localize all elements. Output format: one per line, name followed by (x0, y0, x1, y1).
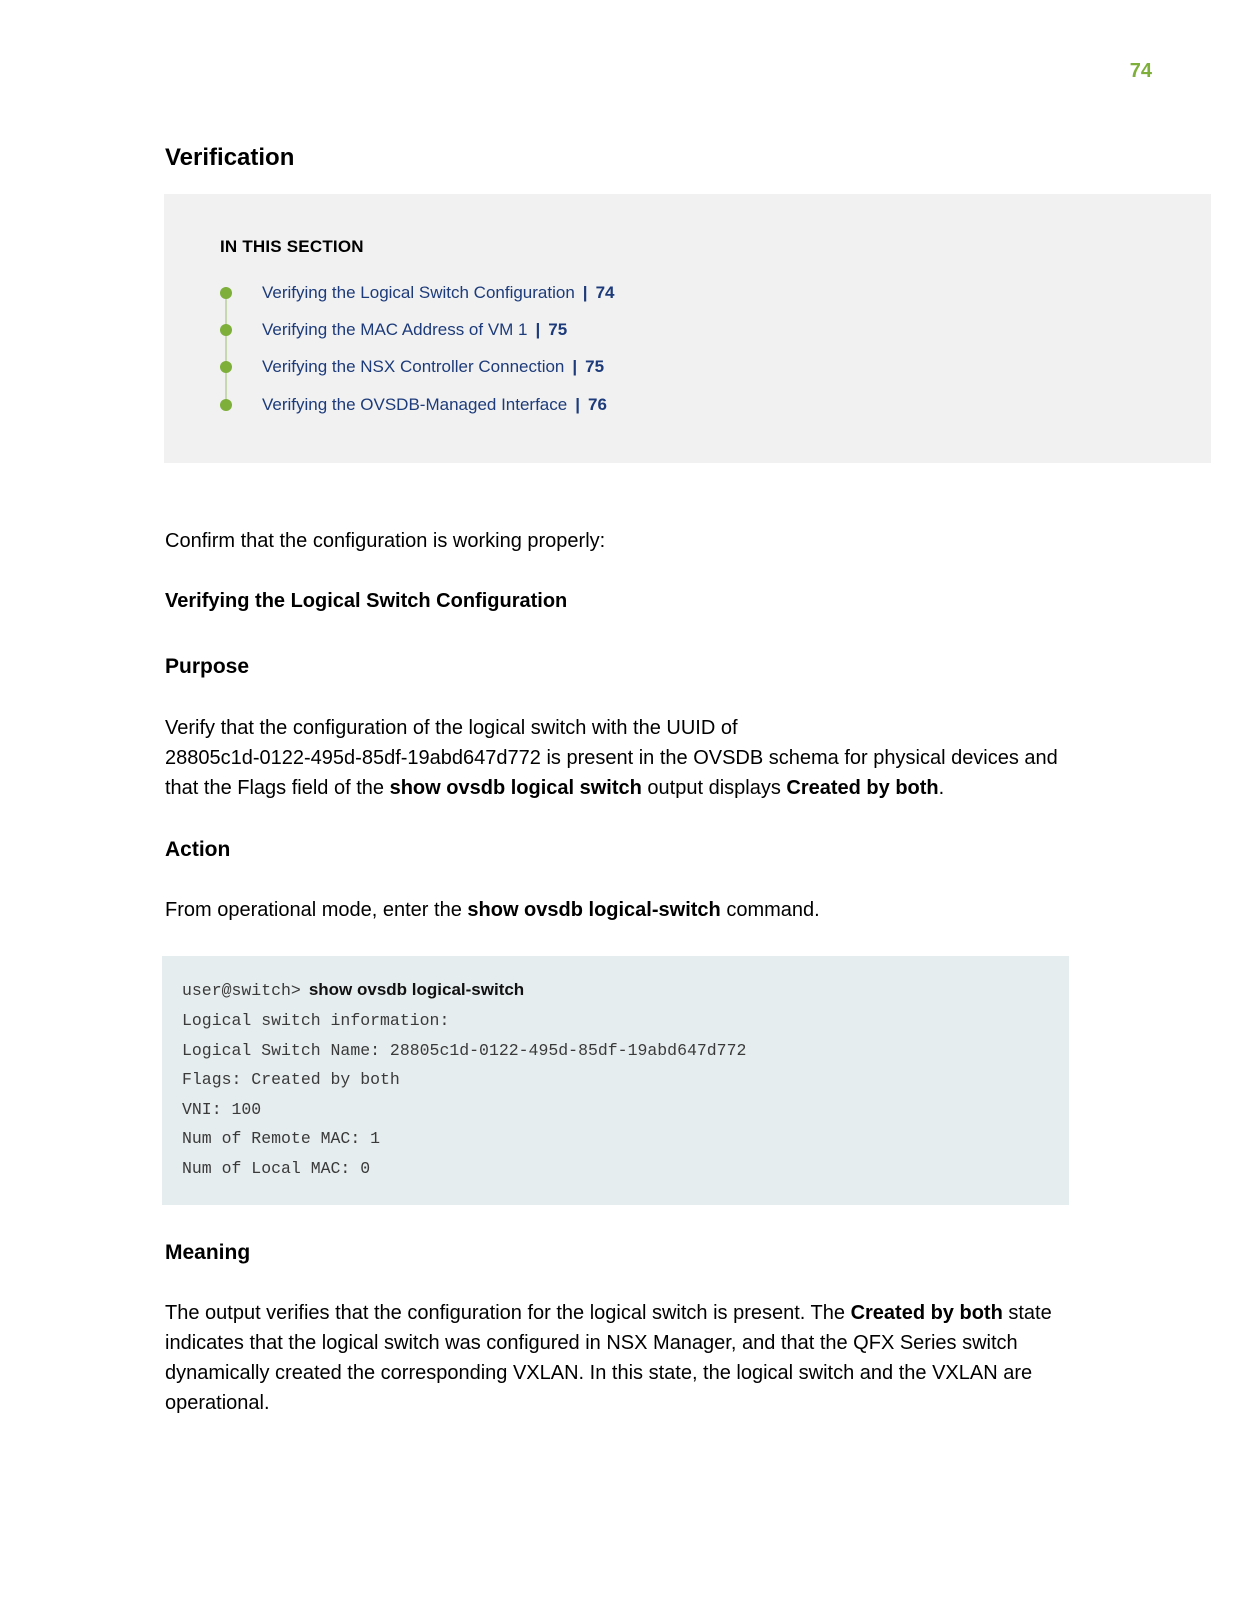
bullet-dot-icon (220, 399, 232, 411)
meaning-line (165, 1298, 1065, 1328)
purpose-heading: Purpose (165, 655, 250, 678)
command-name: show ovsdb logical switch (389, 777, 642, 799)
code-prompt-line (182, 980, 524, 1000)
toc-separator: | (535, 320, 541, 339)
toc-link-ovsdb-interface[interactable] (220, 393, 607, 417)
section-title: Verification (165, 144, 295, 171)
bullet-dot-icon (220, 361, 232, 373)
toc-page-ref: 76 (588, 395, 607, 414)
toc-separator: | (582, 283, 588, 302)
meaning-text: The output verifies that the configuration for the logical switch is present. The (165, 1302, 851, 1324)
code-block (162, 956, 1069, 1205)
code-output-line: Num of Local MAC: 0 (182, 1159, 371, 1178)
meaning-line: operational. (165, 1392, 270, 1414)
action-heading: Action (165, 838, 231, 861)
toc-link-label: Verifying the Logical Switch Configuration (262, 283, 575, 302)
subsection-title: Verifying the Logical Switch Configuration (165, 590, 568, 612)
purpose-text: that the Flags field of the (165, 777, 390, 799)
purpose-line: 28805c1d-0122-495d-85df-19abd647d772 is present in the OVSDB schema for physical devices and (165, 747, 1058, 769)
toc-separator: | (572, 357, 578, 376)
toc-separator: | (575, 395, 580, 414)
meaning-text: state (1002, 1302, 1052, 1324)
page-number: 74 (1129, 60, 1152, 82)
code-output-line: VNI: 100 (182, 1100, 262, 1119)
meaning-paragraph (165, 1298, 1065, 1418)
meaning-heading: Meaning (165, 1241, 251, 1264)
action-text-part: command. (720, 899, 820, 921)
shell-prompt: user@switch> (182, 981, 301, 1000)
toc-link-label: Verifying the NSX Controller Connection (262, 357, 565, 376)
flag-value: Created by both (786, 777, 939, 799)
purpose-line: Verify that the configuration of the logical switch with the UUID of (165, 717, 738, 739)
toc-heading: IN THIS SECTION (220, 237, 364, 256)
toc-link-label: Verifying the OVSDB-Managed Interface (262, 395, 568, 414)
action-text-part: From operational mode, enter the (165, 899, 468, 921)
intro-text: Confirm that the configuration is working properly: (165, 530, 606, 552)
purpose-line (165, 773, 1065, 803)
meaning-line: dynamically created the corresponding VXLAN. In this state, the logical switch and the VXLAN are (165, 1362, 1033, 1384)
toc-page-ref: 75 (548, 320, 568, 339)
in-this-section-box (164, 194, 1211, 463)
shell-command: show ovsdb logical-switch (308, 980, 525, 999)
bullet-dot-icon (220, 324, 232, 336)
meaning-line: indicates that the logical switch was configured in NSX Manager, and that the QFX Series switch (165, 1332, 1018, 1354)
code-output-line: Logical switch information: (182, 1011, 450, 1030)
toc-link-mac-address[interactable] (220, 318, 567, 342)
action-text (165, 895, 1065, 925)
purpose-text: . (938, 777, 945, 799)
command-name: show ovsdb logical-switch (467, 899, 721, 921)
code-output-line: Flags: Created by both (182, 1070, 400, 1089)
bullet-dot-icon (220, 287, 232, 299)
code-output-line: Logical Switch Name: 28805c1d-0122-495d-85df-19abd647d772 (182, 1041, 747, 1060)
toc-page-ref: 75 (585, 357, 605, 376)
code-output-line: Num of Remote MAC: 1 (182, 1129, 381, 1148)
purpose-text: output displays (641, 777, 787, 799)
toc-link-label: Verifying the MAC Address of VM 1 (262, 320, 528, 339)
toc-link-logical-switch[interactable] (220, 281, 614, 305)
purpose-paragraph (165, 713, 1065, 803)
toc-connector-line (225, 293, 227, 405)
flag-value: Created by both (850, 1302, 1003, 1324)
toc-link-nsx-controller[interactable] (220, 355, 604, 379)
toc-page-ref: 74 (595, 283, 615, 302)
